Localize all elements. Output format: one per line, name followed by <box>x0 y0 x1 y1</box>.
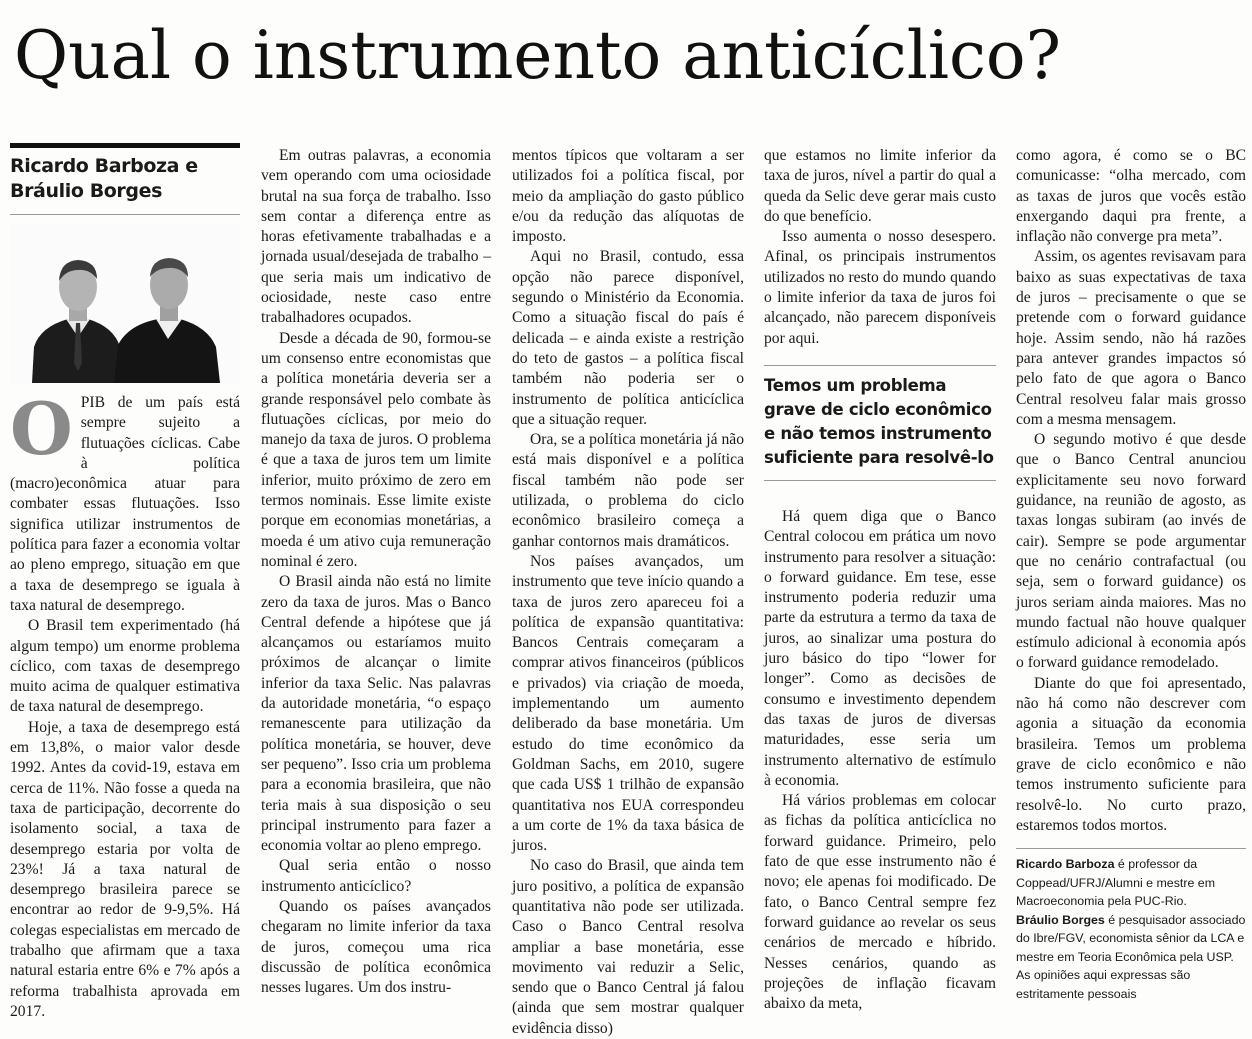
pull-quote: Temos um problema grave de ciclo econômico e não temos instrumento suficiente para resolvê-lo <box>764 365 996 481</box>
paragraph: Aqui no Brasil, contudo, essa opção não parece disponível, segundo o Ministério da Economia. Como a situação fiscal do país é delicada – e ainda existe a restrição do teto de gastos – a política fiscal também não poderia ser o instrumento de política anticíclica que a situação requer. <box>512 248 744 428</box>
drop-cap: O <box>10 386 73 471</box>
paragraph: Isso aumenta o nosso desespero. Afinal, os principais instrumentos utilizados no resto do mundo quando o limite inferior da taxa de juros foi alcançado, não parecem disponíveis por aqui. <box>764 228 996 347</box>
paragraph: No caso do Brasil, que ainda tem juro positivo, a política de expansão quantitativa não pode ser utilizada. Caso o Banco Central resolva ampliar a base monetária, esse movimento vai reduzir a Selic, sendo que o Banco Central já falou (ainda que sem mostrar qualquer evidência disso) <box>512 857 744 1037</box>
bio-text-2: é pesquisador associado do Ibre/FGV, economista sênior da LCA e mestre em Teoria Econômica pela USP. <box>1016 912 1246 964</box>
paragraph: Qual seria então o nosso instrumento anticíclico? <box>261 857 491 895</box>
paragraph: Desde a década de 90, formou-se um consenso entre economistas que a política monetária deveria ser a grande responsável pelo combate às flutuações cíclicas, por meio do manejo da taxa de juros. O problema é que a taxa de juros tem um limite inferior, muito próximo de zero em termos nominais. Esse limite existe porque em economias monetárias, a moeda é um ativo cuja remuneração nominal é zero. <box>261 329 491 570</box>
paragraph-text: PIB de um país está sempre sujeito a flutuações cíclicas. Cabe à política (macro)econômica atuar para combater essas flutuações. Isso significa utilizar instrumentos de política para fazer a economia voltar ao pleno emprego, situação em que a taxa de desemprego se iguala à taxa natural de desemprego. <box>10 394 240 614</box>
paragraph: O segundo motivo é que desde que o Banco Central anunciou explicitamente seu novo forward guidance, na reunião de agosto, as taxas longas subiram (ao invés de cair). Sempre se pode argumentar que no cenário contrafactual (ou seja, sem o forward guidance) os juros seriam ainda maiores. Mas no mundo factual não houve qualquer estímulo adicional à economia após o forward guidance remodelado. <box>1016 431 1246 672</box>
paragraph: Há vários problemas em colocar as fichas da política anticíclica no forward guidance. Primeiro, pelo fato de que esse instrumento não é novo; ele apenas foi modificado. De fato, o Banco Central sempre fez forward guidance ao revelar os seus cenários de mercado e híbrido. Nesses cenários, quando as projeções de inflação ficavam abaixo da meta, <box>764 792 996 1013</box>
paragraph: Nos países avançados, um instrumento que teve início quando a taxa de juros zero apareceu foi a política de expansão quantitativa: Bancos Centrais começaram a comprar ativos financeiros (públicos e privados) via criação de moeda, implementando um aumento deliberado da base monetária. Um estudo do time econômico da Goldman Sachs, em 2010, sugere que cada US$ 1 trilhão de expansão quantitativa nos EUA correspondeu a um corte de 1% da taxa básica de juros. <box>512 552 744 855</box>
bio-rule <box>1016 848 1246 849</box>
paragraph: O Brasil ainda não está no limite zero da taxa de juros. Mas o Banco Central defende a hipótese que já alcançamos ou estaríamos muito próximos de alcançar o limite inferior da taxa Selic. Nas palavras da autoridade monetária, “o espaço remanescente para utilização da política monetária, se houver, deve ser pequeno”. Isso cria um problema para a economia brasileira, que não teria mais à sua disposição o seu principal instrumento para fazer a economia voltar ao pleno emprego. <box>261 573 491 855</box>
paragraph: Há quem diga que o Banco Central colocou em prática um novo instrumento para resolver a situação: o forward guidance. Em tese, esse instrumento poderia reduzir uma parte da estrutura a termo da taxa de juros, ao sinalizar uma postura do juro básico do tipo “lower for longer”. Como as decisões de consumo e investimento dependem das taxas de juros de diversas maturidades, esse seria um instrumento alternativo de estímulo à economia. <box>764 507 996 789</box>
paragraph: Quando os países avançados chegaram no limite inferior da taxa de juros, começou uma rica discussão de política econômica nesses lugares. Um dos instru- <box>261 897 491 997</box>
paragraph: Ora, se a política monetária já não está mais disponível e a política fiscal também não pode ser utilizada, o problema do ciclo econômico brasileiro começa a ganhar contornos mais dramáticos. <box>512 431 744 550</box>
author-bio <box>1016 855 1246 1003</box>
byline-top-rule <box>10 143 240 148</box>
bio-name-1: Ricardo Barboza <box>1016 857 1115 872</box>
bio-name-2: Bráulio Borges <box>1016 912 1105 927</box>
paragraph: Em outras palavras, a economia vem operando com uma ociosidade brutal na sua força de trabalho. Isso sem contar a diferença entre as horas efetivamente trabalhadas e a jornada usual/desejada de trabalho – que seria mais um indicativo de ociosidade, neste caso entre trabalhadores ocupados. <box>261 147 491 327</box>
paragraph: Hoje, a taxa de desemprego está em 13,8%, o maior valor desde 1992. Antes da covid-19, estava em cerca de 11%. Não fosse a queda na taxa de participação, decorrente do isolamento social, a taxa de desemprego estaria por volta de 23%! Já a taxa natural de desemprego brasileira parece se encontrar ao redor de 9-9,5%. Há colegas especialistas em mercado de trabalho que afirmam que a taxa natural estaria entre 6% e 7% após a reforma trabalhista aprovada em 2017. <box>10 718 240 1020</box>
byline <box>10 154 240 204</box>
bio-text-1: é professor da Coppead/UFRJ/Alumni e mestre em Macroeconomia pela PUC-Rio. <box>1016 857 1216 909</box>
column-4 <box>764 146 996 1014</box>
paragraph: mentos típicos que voltaram a ser utilizados foi a política fiscal, por meio da ampliação do gasto público e/ou da redução das alíquotas de imposto. <box>512 147 744 246</box>
paragraph: O Brasil tem experimentado (há algum tempo) um enorme problema cíclico, com taxas de desemprego muito acima de qualquer estimativa de taxa natural de desemprego. <box>10 617 240 716</box>
byline-line-2: Bráulio Borges <box>10 180 162 202</box>
column-1 <box>10 143 240 1022</box>
paragraph <box>10 386 240 616</box>
byline-line-1: Ricardo Barboza e <box>10 155 198 177</box>
authors-photo <box>10 223 240 383</box>
paragraph: Diante do que foi apresentado, não há como não descrever com agonia a situação da economia brasileira. Temos um problema grave de ciclo econômico e não temos instrumento suficiente para resolvê-lo. No curto prazo, estaremos todos mortos. <box>1016 674 1246 834</box>
column-5 <box>1016 146 1246 1003</box>
headline: Qual o instrumento anticíclico? <box>14 17 1062 94</box>
paragraph: que estamos no limite inferior da taxa de juros, nível a partir do qual a queda da Selic deve gerar mais custo do que benefício. <box>764 147 996 225</box>
column-3 <box>512 146 744 1039</box>
bio-note: As opiniões aqui expressas são estritamente pessoais <box>1016 968 1191 1001</box>
paragraph: como agora, é como se o BC comunicasse: “olha mercado, com as taxas de juros que vocês estão enxergando daqui pra frente, a inflação não converge pra meta”. <box>1016 147 1246 246</box>
column-2 <box>261 146 491 998</box>
byline-bottom-rule <box>10 214 240 215</box>
paragraph: Assim, os agentes revisavam para baixo as suas expectativas de taxa de juros – precisamente o que se pretende com o forward guidance hoje. Assim sendo, não há razões para antever grandes impactos só pelo fato de que agora o Banco Central resolveu falar mais grosso com a mesma mensagem. <box>1016 248 1246 428</box>
